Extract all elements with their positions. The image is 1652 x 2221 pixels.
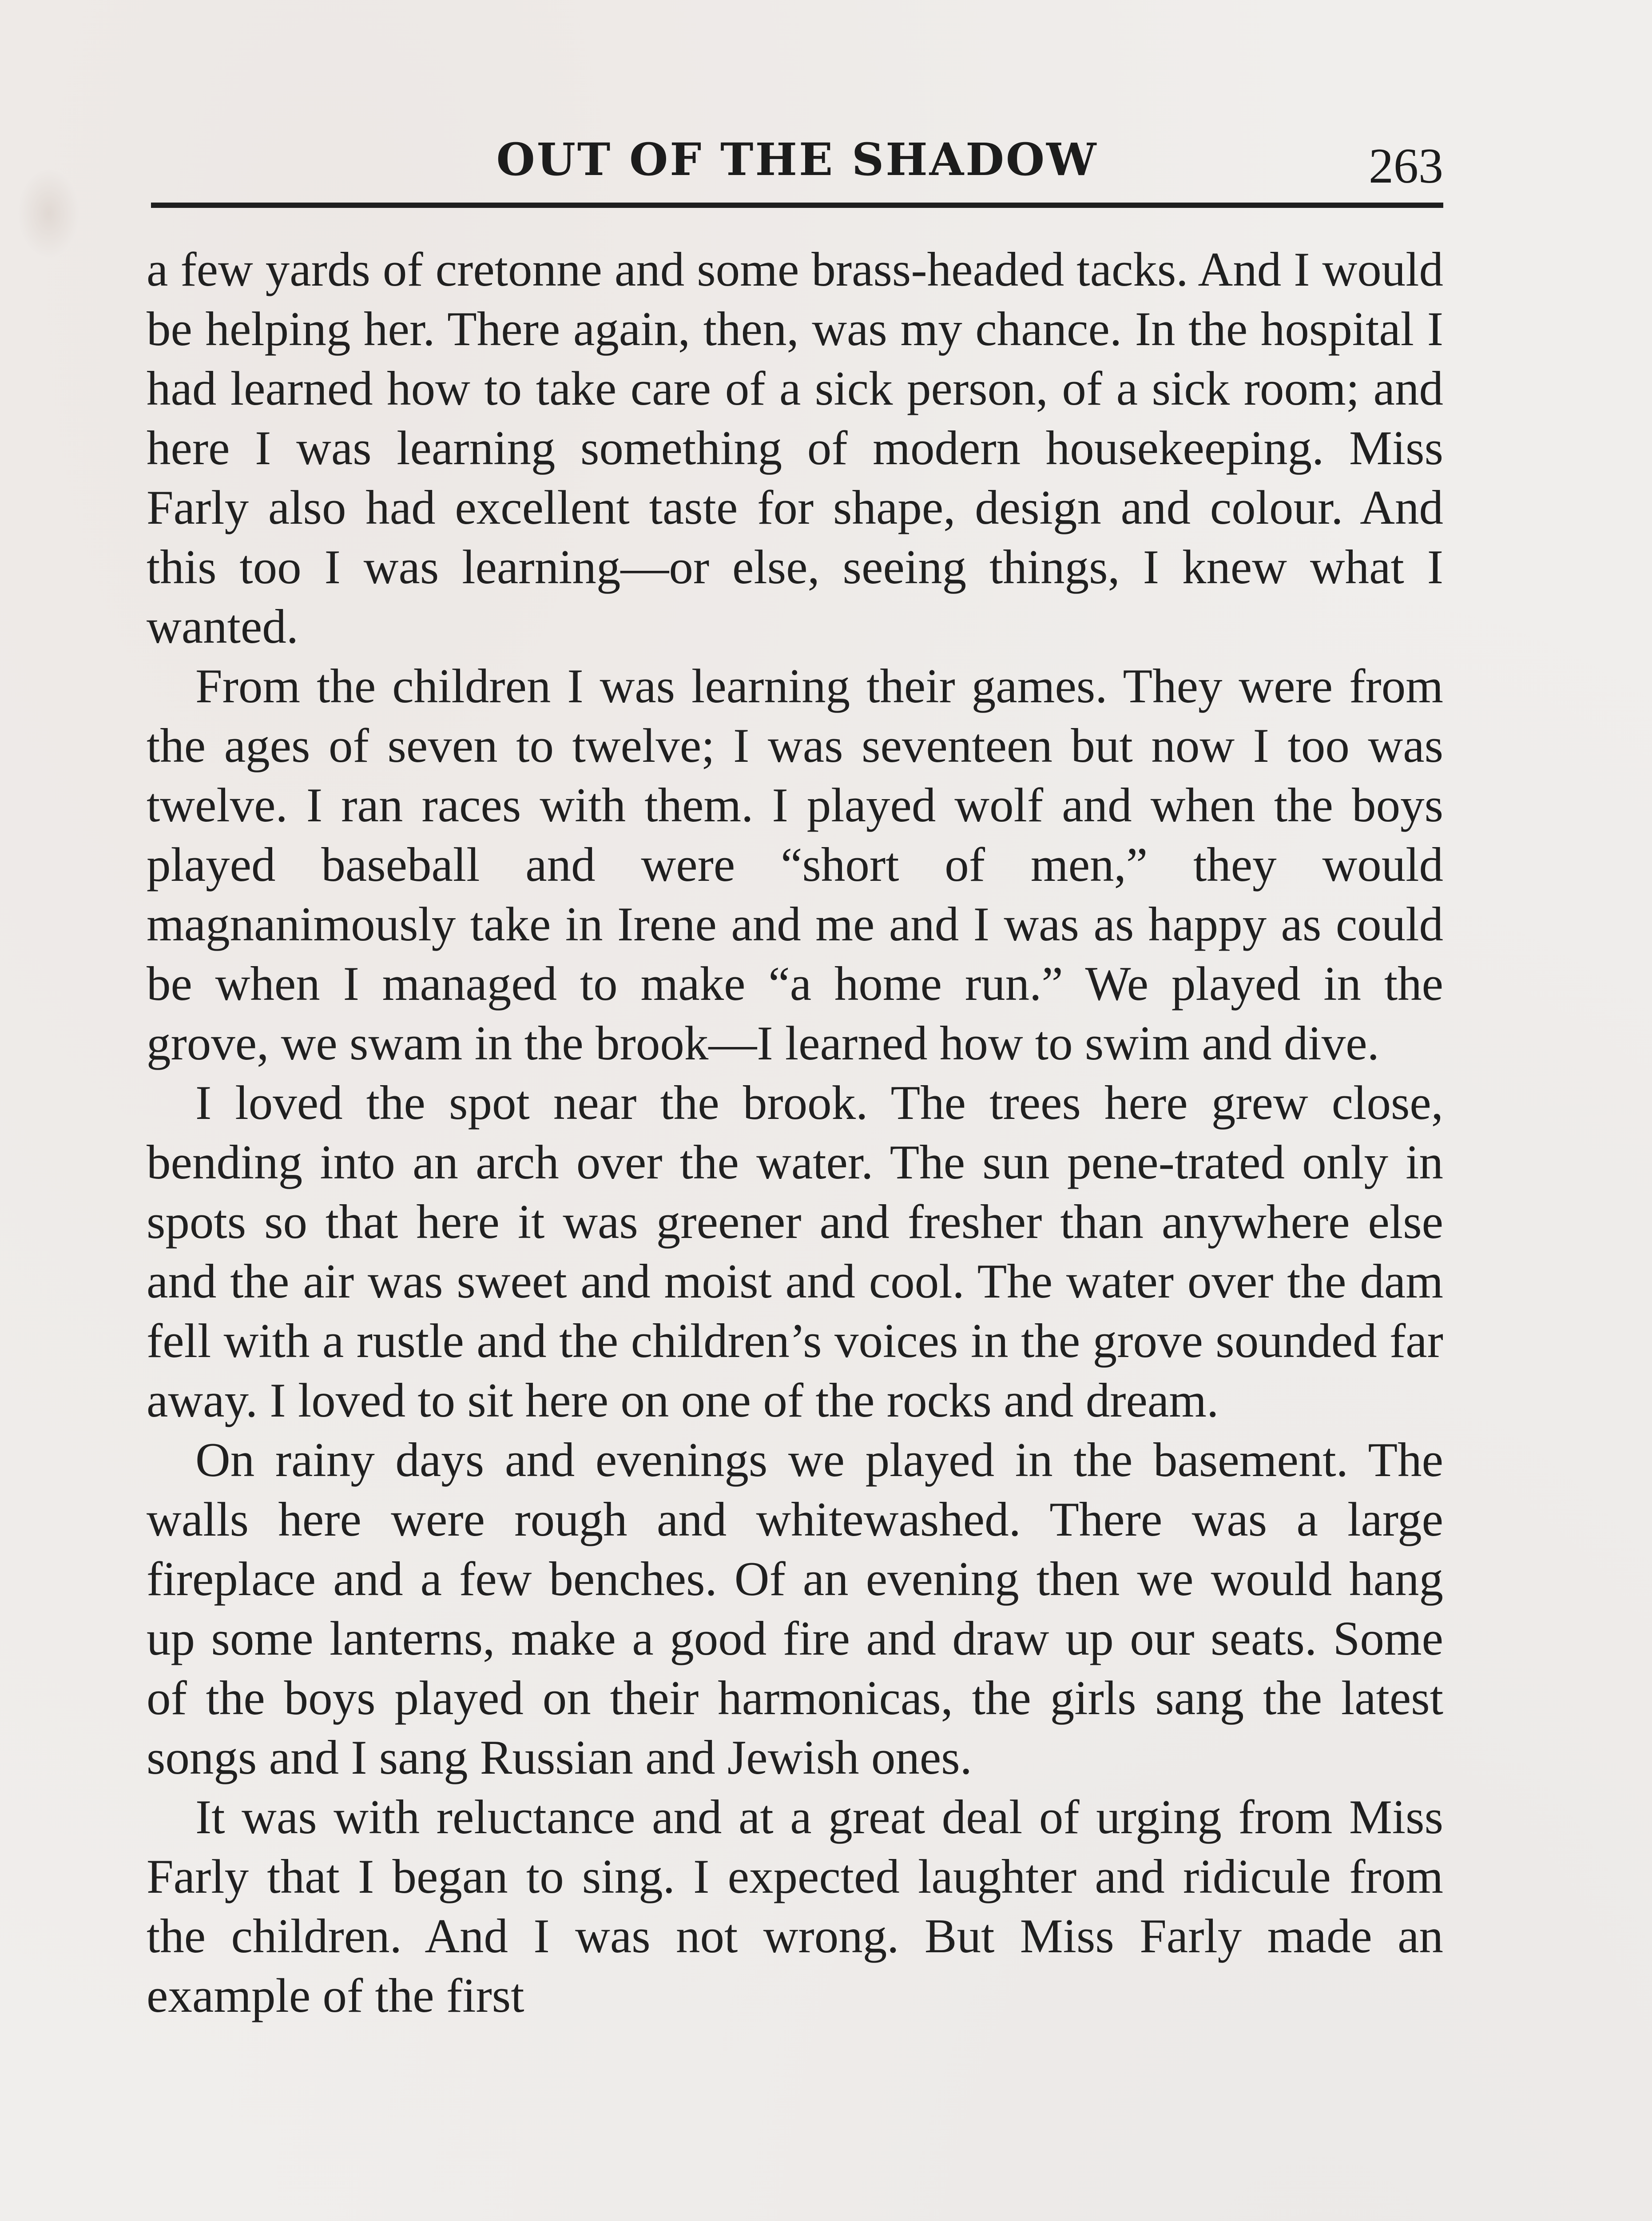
header-rule — [151, 203, 1443, 208]
page-number: 263 — [1369, 139, 1443, 194]
paragraph-continued: a few yards of cretonne and some brass-headed tacks. And I would be helping her. There again, then, was my chance. In the hospital I had learned how to take care of a sick person, of a sick room; and here I was learning something of modern housekeeping. Miss Farly also had excellent taste for shape, design and colour. And this too I was learning—or else, seeing things, I knew what I wanted. — [147, 243, 1443, 653]
body-text — [147, 240, 1443, 2026]
running-header — [151, 124, 1443, 194]
paragraph: From the children I was learning their games. They were from the ages of seven to twelve; I was seventeen but now I too was twelve. I ran races with them. I played wolf and when the boys played baseball and were “short of men,” they would magnanimously take in Irene and me and I was as happy as could be when I managed to make “a home run.” We played in the grove, we swam in the brook—I learned how to swim and dive. — [147, 659, 1443, 1070]
paragraph: On rainy days and evenings we played in the basement. The walls here were rough and whitewashed. There was a large fireplace and a few benches. Of an evening then we would hang up some lanterns, make a good fire and draw up our seats. Some of the boys played on their harmonicas, the girls sang the latest songs and I sang Russian and Jewish ones. — [147, 1433, 1443, 1784]
paragraph: It was with reluctance and at a great deal of urging from Miss Farly that I began to sing. I expected laughter and ridicule from the children. And I was not wrong. But Miss Farly made an example of the first — [147, 1790, 1443, 2022]
running-title: OUT OF THE SHADOW — [496, 133, 1098, 186]
paragraph: I loved the spot near the brook. The trees here grew close, bending into an arch over the water. The sun pene-trated only in spots so that here it was greener and fresher than anywhere else and the air was sweet and moist and cool. The water over the dam fell with a rustle and the children’s voices in the grove sounded far away. I loved to sit here on one of the rocks and dream. — [147, 1076, 1443, 1427]
paper-stain — [18, 169, 80, 258]
